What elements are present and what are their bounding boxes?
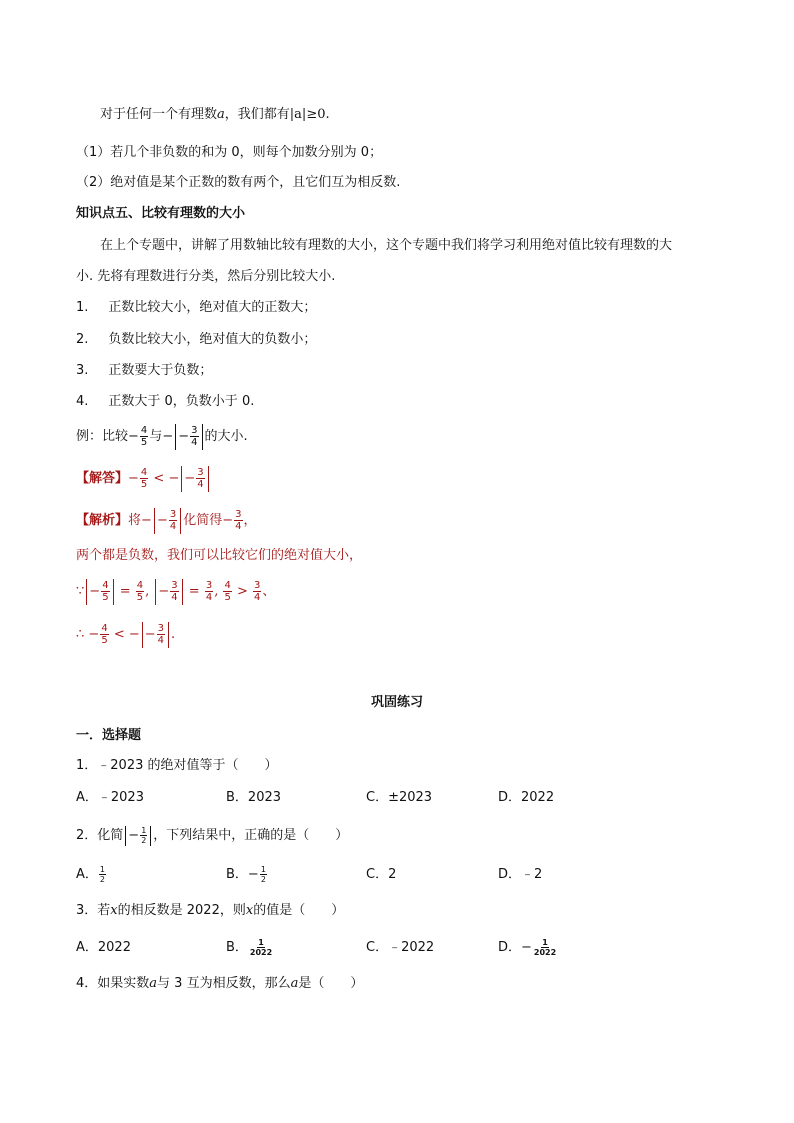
question-3-option-a[interactable]: A．2022 [76,940,131,955]
intro-item-1: （1）若几个非负数的和为 0，则每个加数分别为 0； [76,145,383,160]
list-text: 正数大于 0，负数小于 0. [108,394,255,409]
question-1-stem: 1．﹣2023 的绝对值等于（ ） [76,758,278,773]
analysis-tag: 【解析】 [76,513,129,528]
list-item [76,392,254,412]
question-3-option-d[interactable]: D．− $\frac{1}{2022}$ [498,938,557,957]
section-heading: 知识点五、比较有理数的大小 [76,206,246,221]
list-number: 3. [76,363,89,378]
section-paragraph-line-1: 在上个专题中，讲解了用数轴比较有理数的大小，这个专题中我们将学习利用绝对值比较有理数的大 [100,238,673,253]
list-text: 正数要大于负数； [108,363,213,378]
answer-line: 【解答】− $\frac{4}{5}$ < − − $\frac{3}{4}$ [76,464,211,494]
fraction: $\frac{3}{4}$ [197,467,204,490]
list-number: 1. [76,300,89,315]
question-3-stem: 3．若x的相反数是 2022，则x的值是（ ） [76,903,345,918]
question-2-option-b[interactable]: B．− $\frac{1}{2}$ [226,865,266,884]
question-4-stem: 4．如果实数a与 3 互为相反数，那么a是（ ） [76,976,364,991]
question-1-option-b[interactable]: B．2023 [226,790,282,805]
question-2-stem: 2．化简 − $\frac{1}{2}$ ，下列结果中，正确的是（ ） [76,826,349,845]
analysis-line: 【解析】将− − $\frac{3}{4}$ 化简得− $\frac{3}{4}$ ， [76,509,257,532]
fraction: $\frac{3}{4}$ [169,509,177,532]
intro-text-mid: ，我们都有 [224,107,290,122]
analysis-both-negative: 两个都是负数，我们可以比较它们的绝对值大小， [76,548,363,563]
question-2-option-c[interactable]: C．2 [366,867,397,882]
because-line: ∵ − $\frac{4}{5}$ = $\frac{4}{5}$ , − $\frac{3}{4}$ = $\frac{3}{4}$ , $\frac{4}{5}$ > $\frac{3}{4}$ 、 [76,580,276,603]
list-text: 负数比较大小，绝对值大的负数小； [108,332,317,347]
fraction: $\frac{3}{4}$ [235,509,242,532]
example-line: 例：比较− $\frac{4}{5}$ 与− − $\frac{3}{4}$ 的大小. [76,425,248,448]
question-3-option-c[interactable]: C．﹣2022 [366,940,435,955]
intro-item-2: （2）绝对值是某个正数的数有两个，且它们互为相反数. [76,175,401,190]
therefore-line: ∴ − $\frac{4}{5}$ < − − $\frac{3}{4}$ . [76,623,176,646]
fraction: $\frac{4}{5}$ [140,425,148,448]
question-1-option-d[interactable]: D．2022 [498,790,555,805]
question-2-option-a[interactable]: A． $\frac{1}{2}$ [76,865,105,884]
question-1-option-c[interactable]: C．±2023 [366,790,433,805]
list-item [76,361,212,381]
answer-tag: 【解答】 [76,471,129,486]
list-text: 正数比较大小，绝对值大的正数大； [108,300,317,315]
list-item [76,330,316,350]
list-number: 2. [76,332,89,347]
section-paragraph-line-2: 小. 先将有理数进行分类，然后分别比较大小. [76,269,336,284]
example-post: 的大小. [204,429,248,444]
example-mid: 与 [149,429,163,444]
question-2-option-d[interactable]: D．﹣2 [498,867,543,882]
fraction: $\frac{4}{5}$ [140,467,148,490]
list-number: 4. [76,394,89,409]
abs-expression: |a| [289,107,307,122]
practice-title: 巩固练习 [370,695,423,710]
fraction: $\frac{3}{4}$ [191,425,198,448]
question-1-option-a[interactable]: A．﹣2023 [76,790,144,805]
example-label: 例：比较 [76,429,129,444]
intro-text: 对于任何一个有理数 [100,107,218,122]
intro-text-post: ≥0. [306,107,330,122]
practice-section: 一．选择题 [76,728,142,743]
list-item [76,298,316,318]
var-a: a [217,107,225,122]
intro-line [100,105,330,125]
question-3-option-b[interactable]: B． $\frac{1}{2022}$ [226,938,273,957]
